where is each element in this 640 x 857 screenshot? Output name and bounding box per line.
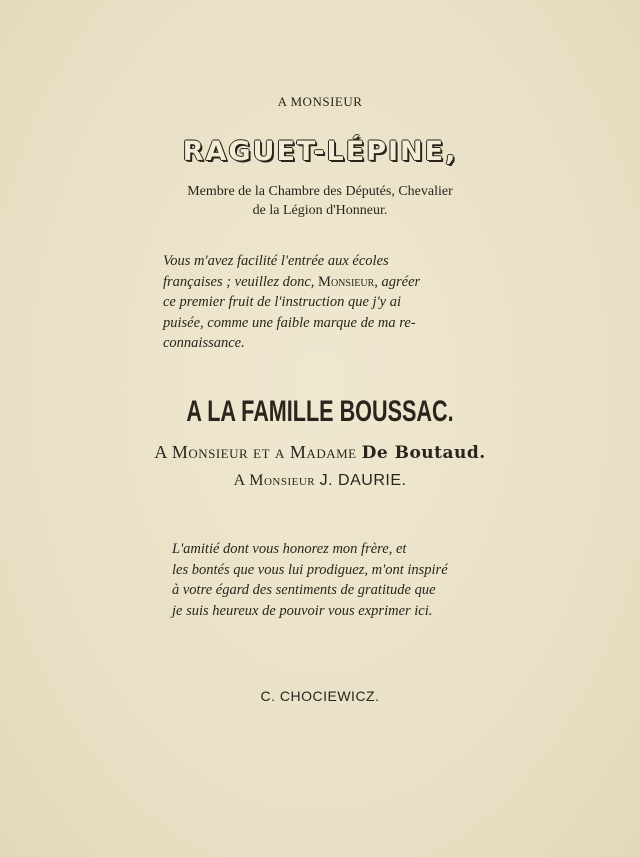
dedicatee-title-line-2: de la Légion d'Honneur. [252,203,388,218]
paragraph-line: les bontés que vous lui prodiguez, m'ont inspiré [172,561,448,578]
dedicatee-name: RAGUET-LÉPINE, [182,136,458,167]
recipient-line-2: A Monsieur J. DAURIE. [233,472,407,489]
second-dedication-paragraph [172,539,480,621]
signature: C. CHOCIEWICZ. [260,688,380,704]
paragraph-line: ce premier fruit de l'instruction que j'y ai [163,294,402,310]
recipient-2-name: J. DAURIE. [319,472,407,489]
family-heading: A LA FAMILLE BOUSSAC. [186,395,454,428]
paragraph-line: L'amitié dont vous honorez mon frère, et [172,541,407,557]
paragraph-line: Vous m'avez facilité l'entrée aux écoles [163,253,389,269]
paragraph-line: connaissance. [163,335,245,351]
first-dedication-paragraph [163,251,473,354]
paragraph-line: françaises ; veuillez donc, Monsieur, agréer [163,273,421,290]
recipient-line-1: A Monsieur et a Madame De Boutaud. [154,442,486,463]
honorific: Monsieur [318,273,375,290]
dedicatee-title-line-1: Membre de la Chambre des Députés, Chevalier [187,184,453,199]
paragraph-line: je suis heureux de pouvoir vous exprimer ici. [172,602,433,619]
dedicatee-prefix: A MONSIEUR [277,94,363,109]
paragraph-line: puisée, comme une faible marque de ma re- [163,314,416,331]
recipient-1-name: De Boutaud. [361,443,486,463]
paragraph-line: à votre égard des sentiments de gratitude que [172,582,436,598]
